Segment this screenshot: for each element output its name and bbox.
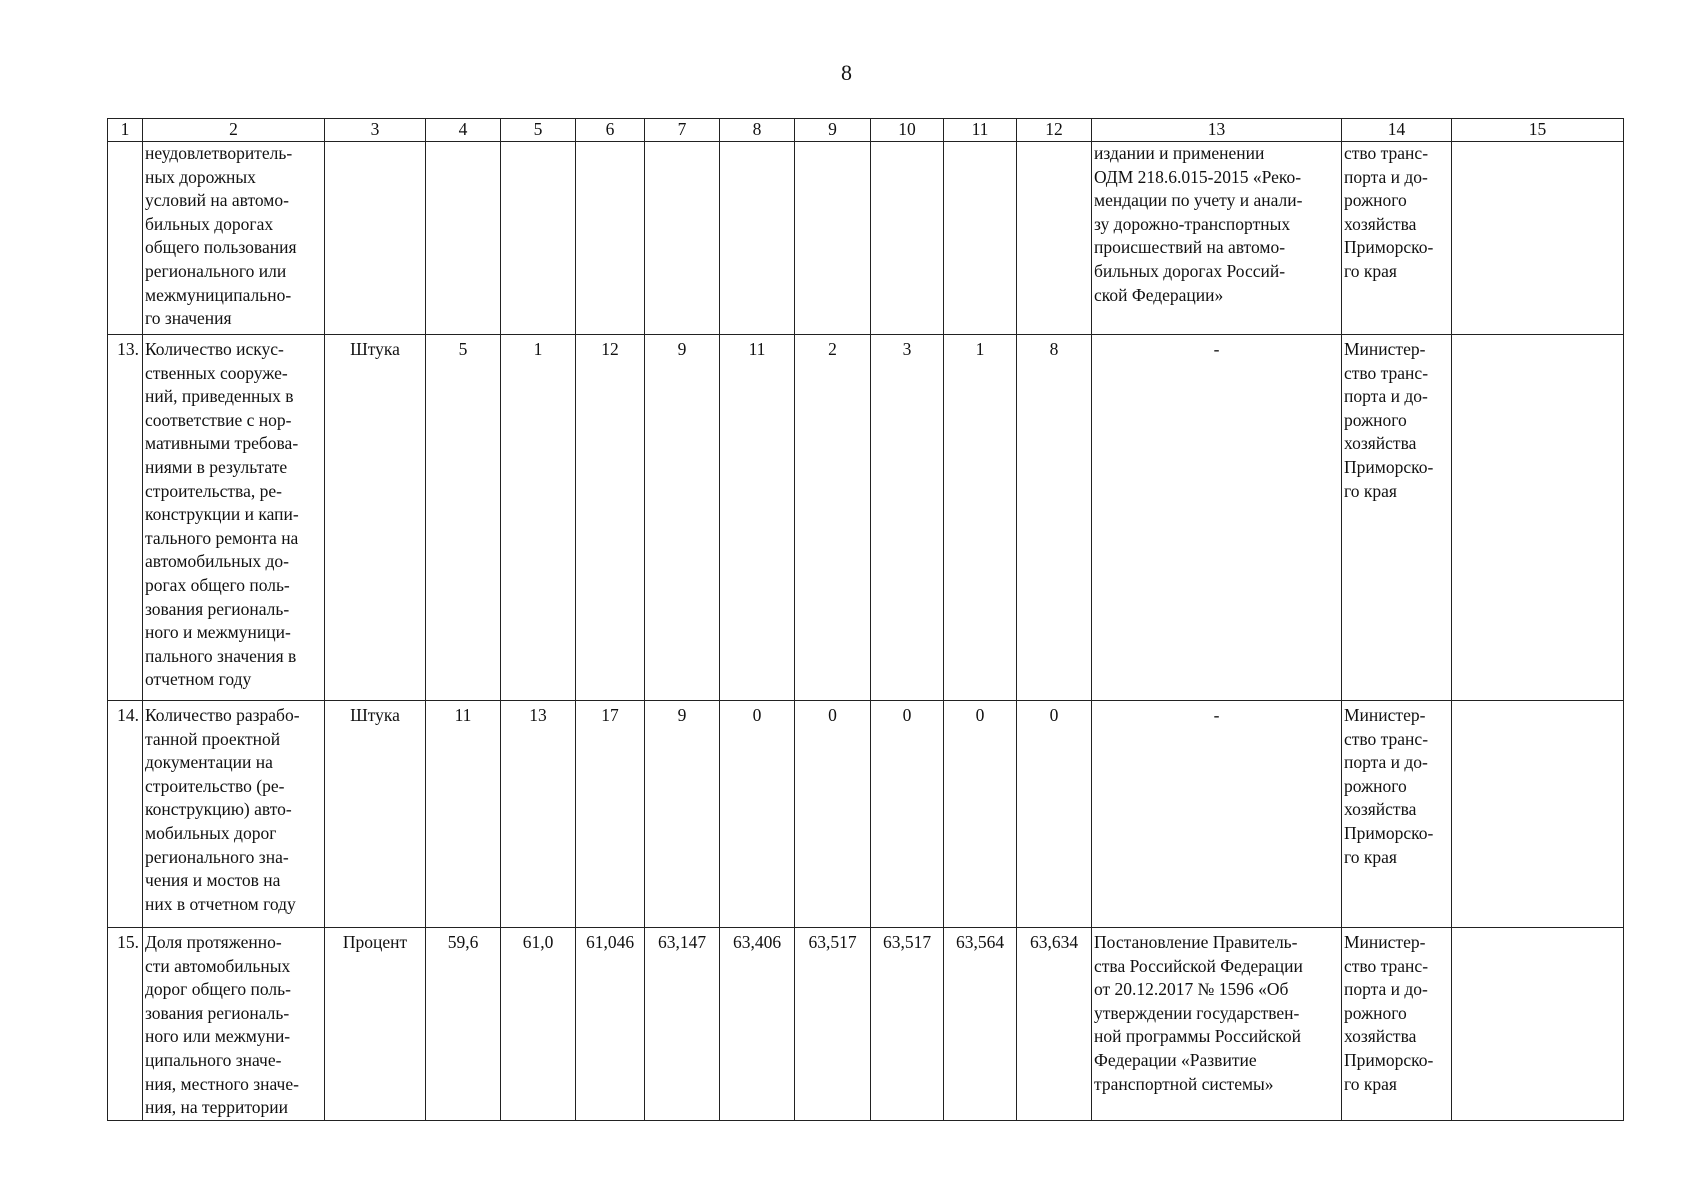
value-cell: 61,0 bbox=[501, 928, 576, 1121]
value-cell bbox=[645, 142, 720, 335]
value-cell bbox=[871, 142, 944, 335]
value-cell: 9 bbox=[645, 335, 720, 701]
value-cell: 12 bbox=[576, 335, 645, 701]
table-row bbox=[108, 701, 1624, 928]
unit-cell: Процент bbox=[325, 928, 426, 1121]
indicator-name: неудовлетворитель- ных дорожных условий на автомо- бильных дорогах общего пользования регионального или межмуниципально- го значения bbox=[143, 142, 325, 335]
unit-cell: Штука bbox=[325, 701, 426, 928]
basis-cell: - bbox=[1092, 701, 1342, 928]
responsible-cell: Министер- ство транс- порта и до- рожного хозяйства Приморско- го края bbox=[1342, 335, 1452, 701]
row-number: 13. bbox=[108, 335, 143, 701]
header-cell: 2 bbox=[143, 119, 325, 142]
value-cell bbox=[1017, 142, 1092, 335]
value-cell: 63,634 bbox=[1017, 928, 1092, 1121]
header-cell: 12 bbox=[1017, 119, 1092, 142]
unit-cell bbox=[325, 142, 426, 335]
indicator-name: Количество разрабо- танной проектной документации на строительство (ре- конструкцию) авто- мобильных дорог регионального зна- чения и мостов на них в отчетном году bbox=[143, 701, 325, 928]
value-cell bbox=[720, 142, 795, 335]
responsible-cell: ство транс- порта и до- рожного хозяйства Приморско- го края bbox=[1342, 142, 1452, 335]
basis-cell: - bbox=[1092, 335, 1342, 701]
page-number: 8 bbox=[841, 60, 852, 85]
header-cell: 15 bbox=[1452, 119, 1624, 142]
table-row bbox=[108, 335, 1624, 701]
table-row bbox=[108, 142, 1624, 335]
row-number bbox=[108, 142, 143, 335]
header-cell: 3 bbox=[325, 119, 426, 142]
indicators-table bbox=[107, 118, 1624, 1121]
value-cell: 63,517 bbox=[795, 928, 871, 1121]
value-cell: 13 bbox=[501, 701, 576, 928]
value-cell: 63,517 bbox=[871, 928, 944, 1121]
value-cell: 2 bbox=[795, 335, 871, 701]
notes-cell bbox=[1452, 928, 1624, 1121]
value-cell: 61,046 bbox=[576, 928, 645, 1121]
value-cell: 11 bbox=[426, 701, 501, 928]
header-row bbox=[108, 119, 1624, 142]
basis-cell: Постановление Правитель- ства Российской Федерации от 20.12.2017 № 1596 «Об утверждении государствен- ной программы Российской Федерации «Развитие транспортной системы» bbox=[1092, 928, 1342, 1121]
value-cell: 17 bbox=[576, 701, 645, 928]
value-cell: 59,6 bbox=[426, 928, 501, 1121]
header-cell: 5 bbox=[501, 119, 576, 142]
header-cell: 10 bbox=[871, 119, 944, 142]
value-cell: 0 bbox=[1017, 701, 1092, 928]
value-cell: 9 bbox=[645, 701, 720, 928]
row-number: 14. bbox=[108, 701, 143, 928]
header-cell: 7 bbox=[645, 119, 720, 142]
header-cell: 9 bbox=[795, 119, 871, 142]
row-number: 15. bbox=[108, 928, 143, 1121]
unit-cell: Штука bbox=[325, 335, 426, 701]
notes-cell bbox=[1452, 335, 1624, 701]
responsible-cell: Министер- ство транс- порта и до- рожного хозяйства Приморско- го края bbox=[1342, 928, 1452, 1121]
indicator-name: Количество искус- ственных сооруже- ний, приведенных в соответствие с нор- мативными требова- ниями в результате строительства, ре- конструкции и капи- тального ремонта на автомобильных до- рогах общего поль- зования региональ- ного и межмуници- пального значения в отчетном году bbox=[143, 335, 325, 701]
value-cell bbox=[426, 142, 501, 335]
value-cell: 0 bbox=[944, 701, 1017, 928]
header-cell: 14 bbox=[1342, 119, 1452, 142]
value-cell: 3 bbox=[871, 335, 944, 701]
notes-cell bbox=[1452, 142, 1624, 335]
header-cell: 6 bbox=[576, 119, 645, 142]
value-cell: 0 bbox=[720, 701, 795, 928]
value-cell: 0 bbox=[795, 701, 871, 928]
value-cell bbox=[501, 142, 576, 335]
value-cell: 0 bbox=[871, 701, 944, 928]
header-cell: 11 bbox=[944, 119, 1017, 142]
value-cell bbox=[576, 142, 645, 335]
header-cell: 4 bbox=[426, 119, 501, 142]
basis-cell: издании и применении ОДМ 218.6.015-2015 «Реко- мендации по учету и анали- зу дорожно-транспортных происшествий на автомо- бильных дорогах Россий- ской Федерации» bbox=[1092, 142, 1342, 335]
value-cell bbox=[795, 142, 871, 335]
value-cell: 5 bbox=[426, 335, 501, 701]
value-cell: 8 bbox=[1017, 335, 1092, 701]
header-cell: 8 bbox=[720, 119, 795, 142]
header-cell: 13 bbox=[1092, 119, 1342, 142]
value-cell bbox=[944, 142, 1017, 335]
indicator-name: Доля протяженно- сти автомобильных дорог общего поль- зования региональ- ного или межмуни- ципального значе- ния, местного значе- ния, на территории bbox=[143, 928, 325, 1121]
value-cell: 63,406 bbox=[720, 928, 795, 1121]
table-row bbox=[108, 928, 1624, 1121]
responsible-cell: Министер- ство транс- порта и до- рожного хозяйства Приморско- го края bbox=[1342, 701, 1452, 928]
value-cell: 63,564 bbox=[944, 928, 1017, 1121]
value-cell: 1 bbox=[944, 335, 1017, 701]
value-cell: 63,147 bbox=[645, 928, 720, 1121]
value-cell: 11 bbox=[720, 335, 795, 701]
notes-cell bbox=[1452, 701, 1624, 928]
header-cell: 1 bbox=[108, 119, 143, 142]
value-cell: 1 bbox=[501, 335, 576, 701]
